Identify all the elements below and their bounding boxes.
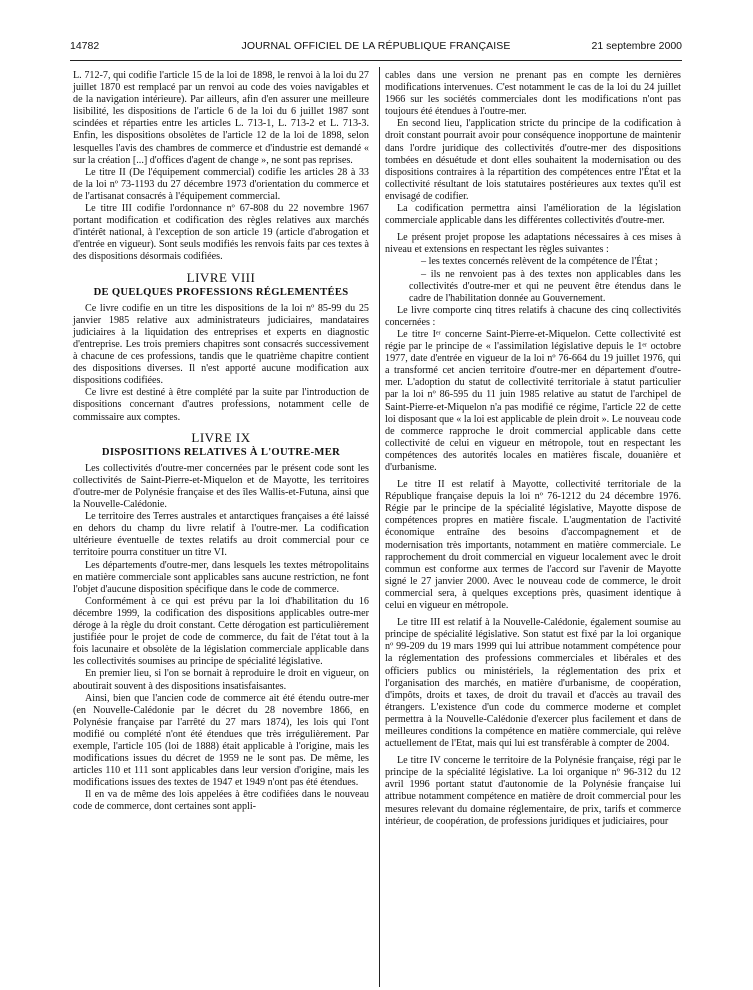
paragraph: Il en va de même des lois appelées à être codifiées dans le nouveau code de commerce, dont certaines sont appli-: [73, 789, 369, 813]
paragraph: En second lieu, l'application stricte du principe de la codification à droit constant pourrait avoir pour conséquence inopportune de maintenir dans l'ordre juridique des collectivités d'outre-mer des dispositions tombées en désuétude et dont elles souhaitent la modernisation ou des dispositions contraires à la répartition des compétences entre l'État et la collectivité résultant de lois statutaires postérieures aux textes qu'il est envisagé de codifier.: [385, 118, 681, 202]
paragraph: Les départements d'outre-mer, dans lesquels les textes métropolitains en matière commerciale sont applicables sans aucune restriction, ne font l'objet d'aucune disposition spécifique dans le code de commerce.: [73, 559, 369, 595]
paragraph: Ainsi, bien que l'ancien code de commerce ait été étendu outre-mer (en Nouvelle-Calédonie par le décret du 28 novembre 1866, en Polynésie française par l'arrêté du 27 mars 1874), les lois qui l'ont modifié ou complété n'ont été étendues que très irrégulièrement. Par exemple, l'article 105 (loi de 1888) était applicable à l'origine, mais les modifications issues du décret de 1959 ne le sont pas. De même, les articles 110 et 111 sont applicables dans leur version d'origine, mais les modifications issues des textes de 1947 et 1949 n'ont pas été étendues.: [73, 692, 369, 789]
livre-viii-heading: LIVRE VIII: [186, 269, 256, 285]
paragraph: Le titre Iᵉʳ concerne Saint-Pierre-et-Miquelon. Cette collectivité est régie par le principe de « l'assimilation législative depuis le 1ᵉʳ octobre 1977, date d'entrée en vigueur de la loi nº 76-664 du 19 juillet 1976, qui a transformé cet ancien territoire d'outre-mer en département d'outre-mer. L'adoption du statut de collectivité territoriale à statut particulier par la loi nº 86-595 du 11 juin 1985 relative au statut de l'archipel de Saint-Pierre-et-Miquelon n'a pas modifié ce régime, l'article 22 de cette loi disposant que « la loi est applicable de plein droit ». Le nouveau code de commerce rapproche le droit commercial applicable dans cette collectivité de celui en vigueur en métropole, tout en respectant les compétences des autorités locales en matières fiscale, douanière et d'urbanisme.: [385, 328, 681, 473]
paragraph: Le territoire des Terres australes et antarctiques françaises a été laissé en dehors du champ du livre relatif à l'outre-mer. La codification ultérieure éventuelle de textes relatifs au droit commercial pour ce territoire pourra constituer un titre VI.: [73, 511, 369, 559]
issue-date: 21 septembre 2000: [591, 40, 682, 52]
page-header: [70, 40, 682, 58]
paragraph: Ce livre est destiné à être complété par la suite par l'introduction de dispositions concernant d'autres professions, notamment celle de commissaire aux comptes.: [73, 387, 369, 423]
paragraph: Le titre III est relatif à la Nouvelle-Calédonie, également soumise au principe de spécialité législative. Son statut est fixé par la loi organique nº 99-209 du 19 mars 1999 qui lui attribue notamment compétence pour la réglementation des professions commerciales et libérales et des officiers publics ou ministériels, la réglementation des prix et l'organisation des marchés, en matière d'urbanisme, de coopération, d'impôts, droits et taxes, de droit du travail et d'accès au travail des étrangers. L'existence d'un code du commerce moderne et complet permettra à la Nouvelle-Calédonie d'exercer plus facilement et dans de meilleures conditions la compétence en matière commerciale, qui relève actuellement de l'Etat, mais qui lui est transférable à compter de 2004.: [385, 617, 681, 750]
paragraph: Conformément à ce qui est prévu par la loi d'habilitation du 16 décembre 1999, la codification des dispositions applicables outre-mer déroge à la règle du droit constant. Cette dérogation est particulièrement justifiée pour le projet de code de commerce, du fait de l'état tout à la fois lacunaire et obsolète de la législation commerciale applicable dans les collectivités soumises au principe de spécialité législative.: [73, 595, 369, 668]
paragraph: Ce livre codifie en un titre les dispositions de la loi nº 85-99 du 25 janvier 1985 relative aux administrateurs judiciaires, mandataires judiciaires à la liquidation des entreprises et experts en diagnostic d'entreprise. Les trois premiers chapitres sont consacrés successivement à chacune de ces professions, tandis que le quatrième chapitre contient des dispositions diverses. Il n'est apporté aucune modification aux dispositions codifiées.: [73, 302, 369, 387]
paragraph: Le titre II (De l'équipement commercial) codifie les articles 28 à 33 de la loi nº 73-1193 du 27 décembre 1973 d'orientation du commerce et de l'artisanat consacrés à l'équipement commercial.: [73, 166, 369, 202]
livre-viii-title: DE QUELQUES PROFESSIONS RÉGLEMENTÉES: [93, 286, 349, 298]
list-item: – ils ne renvoient pas à des textes non applicables dans les collectivités d'outre-mer et qui ne peuvent être étendus dans le cadre de l'habilitation donnée au Gouvernement.: [409, 268, 681, 304]
column-divider: [379, 67, 380, 987]
paragraph: En premier lieu, si l'on se bornait à reproduire le droit en vigueur, on aboutirait souvent à des dispositions insatisfaisantes.: [73, 668, 369, 692]
paragraph: Le titre II est relatif à Mayotte, collectivité territoriale de la République française depuis la loi nº 76-1212 du 24 décembre 1976. Régie par le principe de la spécialité législative, Mayotte dispose de compétences propres en matière fiscale. L'augmentation de l'activité économique entraîne des besoins d'accompagnement et de modernisation très importants, notamment en matière commerciale. Le rapprochement du droit commercial en vigueur localement avec le droit commun est conforme aux termes de l'accord sur l'avenir de Mayotte signé le 27 janvier 2000. Avec le nouveau code de commerce, le droit commercial sera, à quelques exceptions près, quasiment identique à celui en vigueur en métropole.: [385, 479, 681, 612]
left-column: [73, 70, 369, 814]
header-rule: [70, 60, 682, 61]
list-item: – les textes concernés relèvent de la compétence de l'État ;: [421, 256, 658, 268]
journal-title: JOURNAL OFFICIEL DE LA RÉPUBLIQUE FRANÇAISE: [241, 40, 511, 52]
paragraph: Le titre IV concerne le territoire de la Polynésie française, régi par le principe de la spécialité législative. La loi organique nº 96-312 du 12 avril 1996 portant statut d'autonomie de la Polynésie française lui attribue notamment compétence en matière de droit commercial pour les mesures relevant du domaine réglementaire, de prix, tarifs et commerce intérieur, de coopération, de professions juridiques et judiciaires, pour: [385, 755, 681, 827]
paragraph: Le titre III codifie l'ordonnance nº 67-808 du 22 novembre 1967 portant modification et codification des règles relatives aux marchés d'intérêt national, à l'exception de son article 19 (article d'abrogation et d'entrée en vigueur). Sont seuls modifiés les renvois faits par ces textes à des dispositions désormais codifiées.: [73, 203, 369, 263]
paragraph: cables dans une version ne prenant pas en compte les dernières modifications intervenues. C'est notamment le cas de la loi du 24 juillet 1966 sur les sociétés commerciales dont les modifications n'ont pas toujours été étendues à l'outre-mer.: [385, 70, 681, 118]
livre-ix-title: DISPOSITIONS RELATIVES À L'OUTRE-MER: [101, 446, 341, 458]
paragraph: Le livre comporte cinq titres relatifs à chacune des cinq collectivités concernées :: [385, 304, 681, 328]
paragraph: L. 712-7, qui codifie l'article 15 de la loi de 1898, le renvoi à la loi du 27 juillet 1870 est remplacé par un renvoi au code des voies navigables et de la navigation intérieure). Par ailleurs, afin d'en assurer une meilleure lisibilité, les dispositions de l'article 6 de la loi du 6 juillet 1987 sont scindées et réparties entre les articles L. 713-1, L. 713-2 et L. 713-3. Enfin, les dispositions obsolètes de l'article 12 de la loi de 1898, selon lesquelles l'avis des chambres de commerce et d'industrie est demandé « sur la création [...] d'offices d'agent de change », ne sont pas reprises.: [73, 70, 369, 166]
paragraph: Le présent projet propose les adaptations nécessaires à ces mises à niveau et extensions en respectant les règles suivantes :: [385, 232, 681, 256]
page-number: 14782: [70, 40, 100, 52]
paragraph: La codification permettra ainsi l'amélioration de la législation commerciale applicable dans les différentes collectivités d'outre-mer.: [385, 203, 681, 227]
livre-ix-heading: LIVRE IX: [191, 429, 251, 445]
paragraph: Les collectivités d'outre-mer concernées par le présent code sont les collectivités de Saint-Pierre-et-Miquelon et de Mayotte, les territoires d'outre-mer de Polynésie française et des îles Wallis-et-Futuna, ainsi que la Nouvelle-Calédonie.: [73, 462, 369, 511]
right-column: [385, 70, 681, 828]
